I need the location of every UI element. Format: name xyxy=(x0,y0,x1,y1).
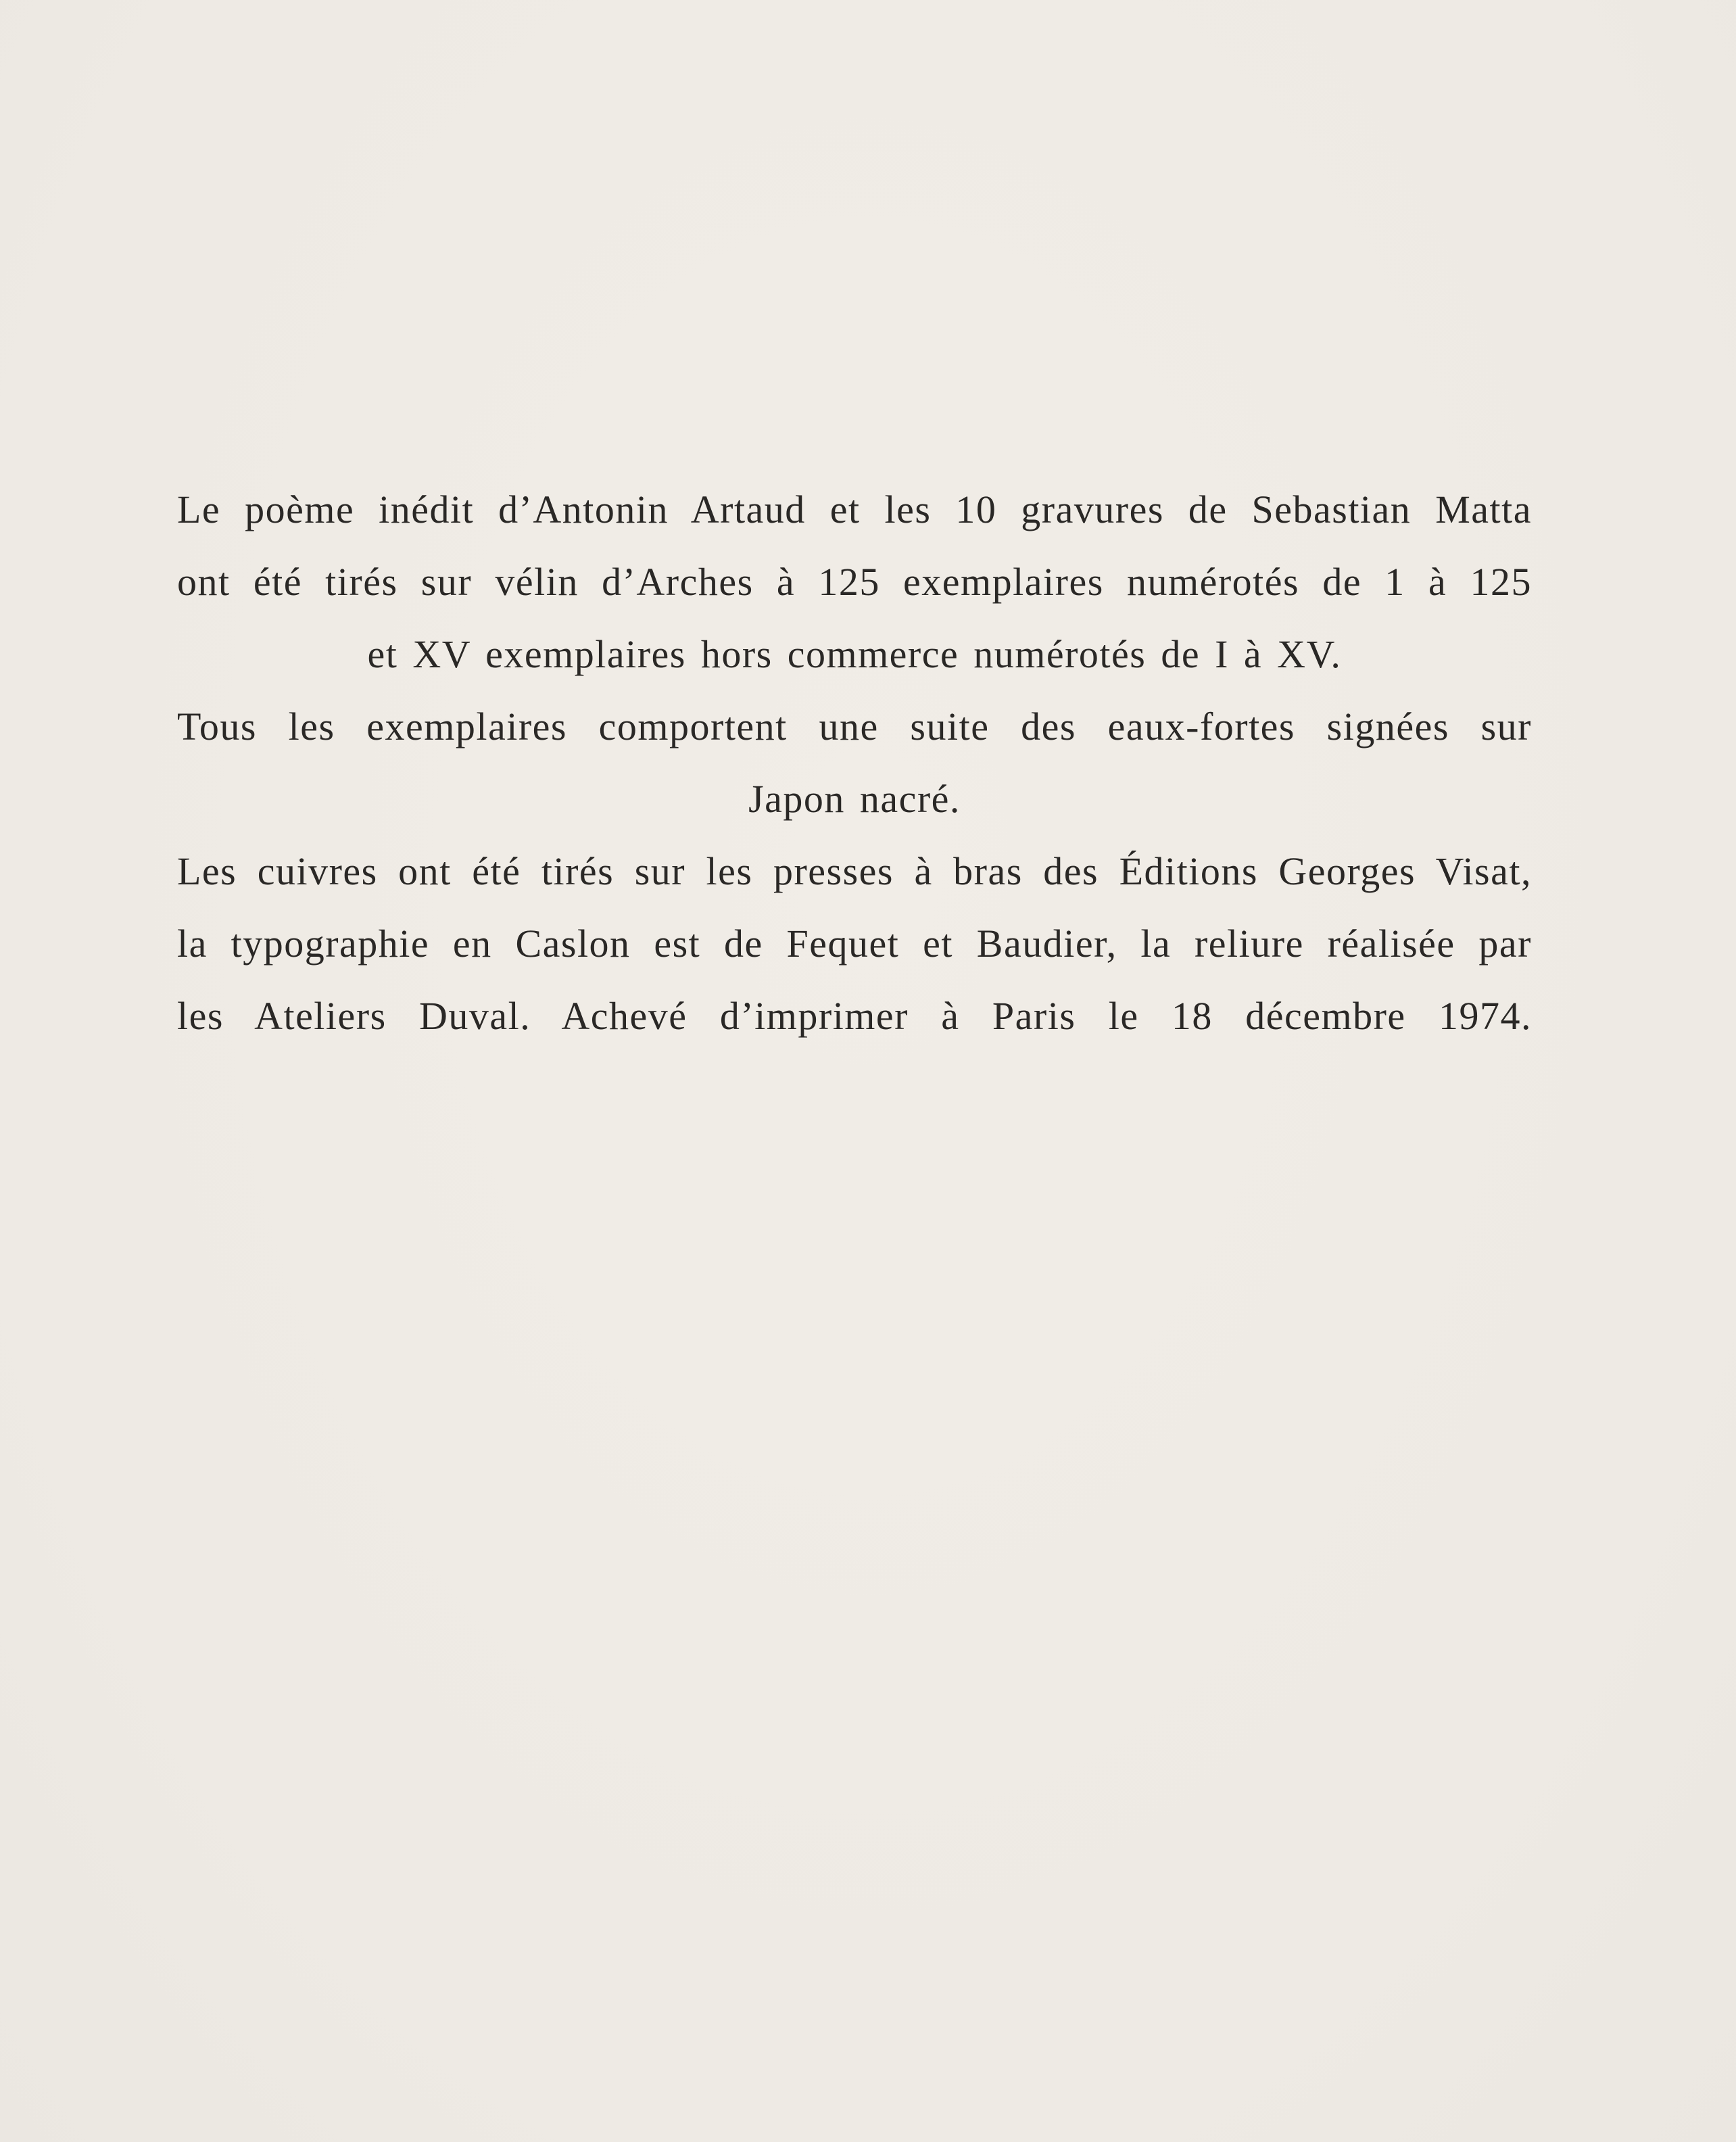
colophon-line: les Ateliers Duval. Achevé d’imprimer à Paris le 18 décembre 1974. xyxy=(177,994,1532,1038)
colophon-line: et XV exemplaires hors commerce numérotés de I à XV. xyxy=(367,632,1342,676)
colophon-line: Le poème inédit d’Antonin Artaud et les 10 gravures de Sebastian Matta xyxy=(177,487,1532,531)
colophon-line: Japon nacré. xyxy=(748,777,961,821)
colophon-line: Les cuivres ont été tirés sur les presses à bras des Éditions Georges Visat, xyxy=(177,849,1532,893)
colophon-line: la typographie en Caslon est de Fequet et Baudier, la reliure réalisée par xyxy=(177,922,1532,966)
colophon-text xyxy=(177,473,1532,1052)
colophon-line: ont été tirés sur vélin d’Arches à 125 exemplaires numérotés de 1 à 125 xyxy=(177,560,1532,604)
colophon-line: Tous les exemplaires comportent une suite des eaux-fortes signées sur xyxy=(177,705,1532,748)
